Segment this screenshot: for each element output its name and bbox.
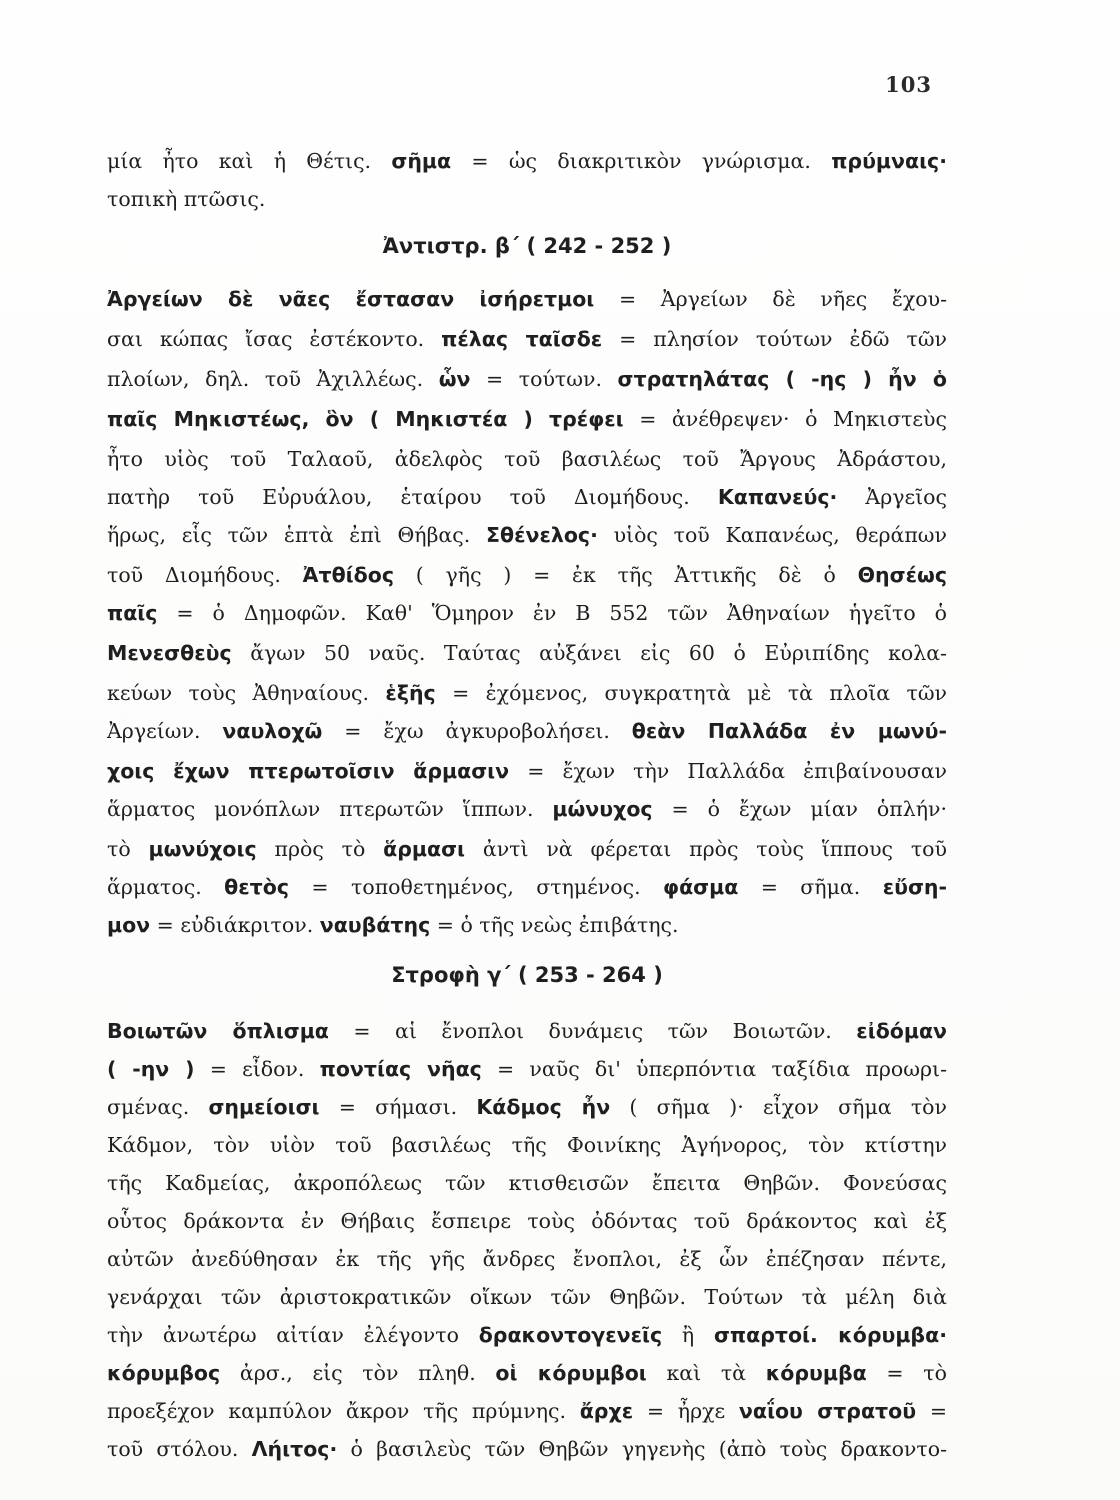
lemma: ἑξῆς — [385, 681, 436, 705]
text-line — [107, 596, 947, 630]
text-run: = ὁ ἔχων μίαν ὁπλήν· — [652, 797, 948, 821]
text-run: = ἔχων τὴν Παλλάδα ἐπιβαίνουσαν — [509, 759, 947, 783]
text-run: αὐτῶν ἀνεδύθησαν ἐκ τῆς γῆς ἄνδρες ἔνοπλοι, ἐξ ὧν ἐπέζησαν πέντε, — [107, 1247, 947, 1271]
text-run: μία ἦτο καὶ ἡ Θέτις. — [107, 149, 392, 173]
text-run: υἱὸς τοῦ Καπανέως, θεράπων — [597, 523, 947, 547]
text-line — [107, 144, 947, 178]
lemma: μον — [107, 913, 151, 937]
text-run: ἅρματος. — [107, 875, 225, 899]
text-run: τοπικὴ πτῶσις. — [107, 187, 266, 211]
text-run: τοῦ στόλου. — [107, 1437, 252, 1461]
lemma: θετὸς — [224, 875, 289, 899]
text-run: ἀντὶ νὰ φέρεται πρὸς τοὺς ἵππους τοῦ — [465, 837, 947, 861]
text-run: = τούτων. — [470, 367, 618, 391]
text-run: Κάδμον, τὸν υἱὸν τοῦ βασιλέως τῆς Φοινίκης Ἀγήνορος, τὸν κτίστην — [107, 1133, 947, 1157]
lemma: χοις ἔχων πτερωτοῖσιν ἅρμασιν — [107, 759, 510, 783]
lemma: οἱ κόρυμβοι — [495, 1361, 647, 1385]
lemma: ποντίας νῆας — [319, 1057, 482, 1081]
text-run: Ἀργείων. — [107, 719, 223, 743]
lemma: παῖς Μηκιστέως, ὃν ( Μηκιστέα ) τρέφει — [107, 407, 624, 431]
text-run: ἅρματος μονόπλων πτερωτῶν ἵππων. — [107, 797, 553, 821]
lemma: Κάδμος ἦν — [476, 1095, 611, 1119]
text-line — [107, 1356, 947, 1390]
text-run: = σῆμα. — [738, 875, 883, 899]
lemma: ἅρμασι — [383, 837, 466, 861]
lemma: φάσμα — [663, 875, 739, 899]
text-run: πατὴρ τοῦ Εὐρυάλου, ἑταίρου τοῦ Διομήδους. — [107, 485, 718, 509]
text-run: = — [916, 1399, 947, 1423]
text-run: ἀρσ., εἰς τὸν πληθ. — [220, 1361, 496, 1385]
lemma: κόρυμβα — [765, 1361, 867, 1385]
lemma: σημείοισι — [208, 1095, 320, 1119]
text-run: τὸ — [107, 837, 149, 861]
lemma: ὧν — [438, 367, 471, 391]
text-line — [107, 1394, 947, 1428]
lemma: στρατηλάτας ( -ης ) ἦν ὁ — [617, 367, 947, 391]
text-run: = ἦρχε — [633, 1399, 739, 1423]
text-line — [107, 1280, 947, 1314]
lemma: Μενεσθεὺς — [107, 641, 232, 665]
text-line — [107, 870, 947, 904]
lemma: Ἀργείων δὲ νᾶες ἔστασαν ἰσήρετμοι — [107, 287, 595, 311]
text-run: πλοίων, δηλ. τοῦ Ἀχιλλέως. — [107, 367, 439, 391]
text-run: = τὸ — [866, 1361, 947, 1385]
lemma: ἄρχε — [579, 1399, 634, 1423]
text-line — [107, 1052, 947, 1086]
text-run: πρὸς τὸ — [256, 837, 384, 861]
text-run: = τοποθετημένος, στημένος. — [289, 875, 664, 899]
text-run: Ἀργεῖος — [837, 485, 947, 509]
lemma: Θησέως — [857, 563, 947, 587]
page-number: 103 — [885, 72, 932, 97]
lemma: Ἀτθίδος — [302, 563, 394, 587]
lemma: παῖς — [107, 601, 158, 625]
lemma: Καπανεύς· — [717, 485, 838, 509]
lemma: ( -ην ) — [107, 1057, 195, 1081]
text-run: οὗτος δράκοντα ἐν Θήβαις ἔσπειρε τοὺς ὀδόντας τοῦ δράκοντος καὶ ἐξ — [107, 1209, 947, 1233]
lemma: σπαρτοί. κόρυμβα· — [713, 1323, 947, 1347]
text-run: γενάρχαι τῶν ἀριστοκρατικῶν οἴκων τῶν Θηβῶν. Τούτων τὰ μέλη διὰ — [107, 1285, 947, 1309]
text-line — [107, 282, 947, 316]
lemma: ναυλοχῶ — [222, 719, 323, 743]
text-line — [107, 714, 947, 748]
text-run: = αἱ ἔνοπλοι δυνάμεις τῶν Βοιωτῶν. — [328, 1019, 857, 1043]
text-line — [107, 480, 947, 514]
text-line — [107, 322, 947, 356]
text-line — [107, 182, 947, 216]
lemma: σῆμα — [391, 149, 452, 173]
lemma: μωνύχοις — [148, 837, 257, 861]
lemma: θεὰν Παλλάδα ἐν μωνύ- — [631, 719, 947, 743]
text-line — [107, 402, 947, 436]
text-line — [107, 1204, 947, 1238]
text-run: κεύων τοὺς Ἀθηναίους. — [107, 681, 386, 705]
text-run: = Ἀργείων δὲ νῆες ἔχου- — [594, 287, 948, 311]
lemma: δρακοντογενεῖς — [478, 1323, 663, 1347]
lemma: Σθένελος· — [485, 523, 598, 547]
lemma: εὔση- — [882, 875, 948, 899]
text-run: = ἔχω ἀγκυροβολήσει. — [322, 719, 632, 743]
text-run: ἥρως, εἷς τῶν ἑπτὰ ἐπὶ Θήβας. — [107, 523, 486, 547]
section-heading-strophe-c: Στροφὴ γ΄ ( 253 - 264 ) — [391, 963, 663, 987]
text-run: σαι κώπας ἴσας ἐστέκοντο. — [107, 327, 442, 351]
text-line — [107, 362, 947, 396]
text-run: = ὡς διακριτικὸν γνώρισμα. — [451, 149, 832, 173]
text-line — [107, 908, 947, 942]
lemma: κόρυμβος — [107, 1361, 221, 1385]
text-run: = πλησίον τούτων ἐδῶ τῶν — [602, 327, 947, 351]
text-run: ( σῆμα )· εἶχον σῆμα τὸν — [610, 1095, 947, 1119]
text-run: = ὁ τῆς νεὼς ἐπιβάτης. — [430, 913, 679, 937]
text-run: προεξέχον καμπύλον ἄκρον τῆς πρύμνης. — [107, 1399, 580, 1423]
text-run: ἄγων 50 ναῦς. Ταύτας αὐξάνει εἰς 60 ὁ Εὐριπίδης κολα- — [231, 641, 947, 665]
text-run: ἦτο υἱὸς τοῦ Ταλαοῦ, ἀδελφὸς τοῦ βασιλέως τοῦ Ἄργους Ἀδράστου, — [107, 447, 947, 471]
text-run: καὶ τὰ — [646, 1361, 766, 1385]
text-line — [107, 518, 947, 552]
text-line — [107, 1242, 947, 1276]
text-run: ἢ — [662, 1323, 714, 1347]
text-line — [107, 832, 947, 866]
text-line — [107, 676, 947, 710]
lemma: ναυβάτης — [319, 913, 431, 937]
text-run: = σήμασι. — [319, 1095, 477, 1119]
text-run: τῆς Καδμείας, ἀκροπόλεως τῶν κτισθεισῶν ἔπειτα Θηβῶν. Φονεύσας — [107, 1171, 947, 1195]
text-run: = ἀνέθρεψεν· ὁ Μηκιστεὺς — [623, 407, 947, 431]
lemma: ναΐου στρατοῦ — [738, 1399, 917, 1423]
text-run: σμένας. — [107, 1095, 209, 1119]
text-line — [107, 558, 947, 592]
text-run: = ναῦς δι' ὑπερπόντια ταξίδια προωρι- — [481, 1057, 947, 1081]
lemma: εἰδόμαν — [856, 1019, 947, 1043]
text-line — [107, 1318, 947, 1352]
text-line — [107, 754, 947, 788]
text-line — [107, 636, 947, 670]
lemma: πρύμναις· — [831, 149, 947, 173]
text-run: ( γῆς ) = ἐκ τῆς Ἀττικῆς δὲ ὁ — [393, 563, 858, 587]
section-heading-antistrophe-b: Ἀντιστρ. β΄ ( 242 - 252 ) — [382, 234, 672, 258]
lemma: πέλας ταῖσδε — [441, 327, 603, 351]
text-run: = εὐδιάκριτον. — [150, 913, 320, 937]
lemma: μώνυχος — [552, 797, 653, 821]
text-run: = ὁ Δημοφῶν. Καθ' Ὅμηρον ἐν Β 552 τῶν Ἀθηναίων ἡγεῖτο ὁ — [157, 601, 947, 625]
text-line — [107, 1014, 947, 1048]
text-line — [107, 1128, 947, 1162]
text-run: = ἐχόμενος, συγκρατητὰ μὲ τὰ πλοῖα τῶν — [435, 681, 947, 705]
text-line — [107, 792, 947, 826]
lemma: Λήιτος· — [251, 1437, 338, 1461]
text-run: = εἶδον. — [194, 1057, 320, 1081]
text-run: τοῦ Διομήδους. — [107, 563, 303, 587]
text-line — [107, 442, 947, 476]
text-line — [107, 1166, 947, 1200]
text-line — [107, 1432, 947, 1466]
text-line — [107, 1090, 947, 1124]
text-run: ὁ βασιλεὺς τῶν Θηβῶν γηγενὴς (ἀπὸ τοὺς δρακοντο- — [337, 1437, 947, 1461]
text-run: τὴν ἀνωτέρω αἰτίαν ἐλέγοντο — [107, 1323, 479, 1347]
lemma: Βοιωτῶν ὅπλισμα — [107, 1019, 329, 1043]
